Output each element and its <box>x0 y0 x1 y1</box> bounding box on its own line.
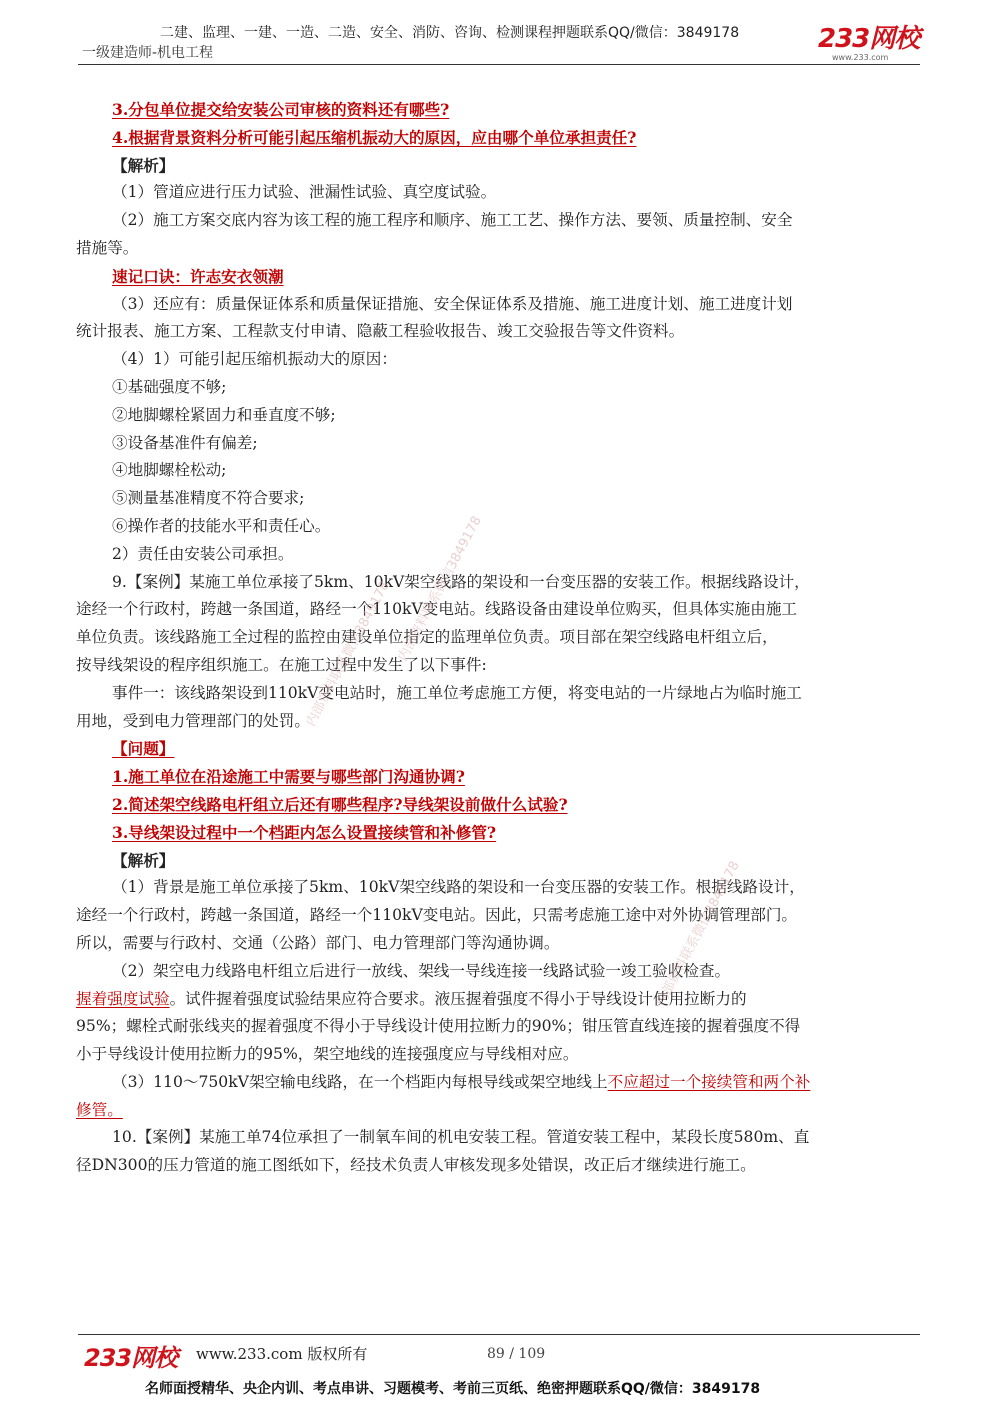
event-one: 事件一：该线路架设到110kV变电站时，施工单位考虑施工方便，将变电站的一片绿地占为临时施工 <box>112 683 802 702</box>
paragraph-text: （3）110～750kV架空输电线路，在一个档距内每根导线或架空地线上 <box>112 1072 608 1091</box>
page-number: 89 / 109 <box>487 1346 546 1362</box>
paragraph-text: 。试件握着强度试验结果应符合要求。液压握着强度不得小于导线设计使用拉断力的 <box>169 989 747 1008</box>
paragraph: （2）施工方案交底内容为该工程的施工程序和顺序、施工工艺、操作方法、要领、质量控制、安全 <box>112 211 793 230</box>
list-item: ⑥操作者的技能水平和责任心。 <box>112 516 331 535</box>
header-divider <box>78 64 920 65</box>
list-item: ③设备基准件有偏差; <box>112 433 258 452</box>
paragraph: （1）管道应进行压力试验、泄漏性试验、真空度试验。 <box>112 183 497 202</box>
case-9-text: 单位负责。该线路施工全过程的监控由建设单位指定的监理单位负责。项目部在架空线路电杆组立后， <box>76 628 778 647</box>
paragraph: 途经一个行政村，跨越一条国道，路经一个110kV变电站。因此，只需考虑施工途中对外协调管理部门。 <box>76 906 798 925</box>
question-3: 3.导线架设过程中一个档距内怎么设置接续管和补修管? <box>112 822 497 842</box>
list-item: ⑤测量基准精度不符合要求; <box>112 489 305 508</box>
analysis-heading: 【解析】 <box>112 155 175 175</box>
paragraph: （3）还应有：质量保证体系和质量保证措施、安全保证体系及措施、施工进度计划、施工进度计划 <box>112 294 793 313</box>
brand-logo-url: www.233.com <box>832 53 889 62</box>
key-term-limit-cont: 修管。 <box>76 1100 123 1119</box>
paragraph <box>76 986 926 1014</box>
case-9-text: 途经一个行政村，跨越一条国道，路经一个110kV变电站。线路设备由建设单位购买，但具体实施由施工 <box>76 600 798 619</box>
footer-divider <box>78 1334 920 1335</box>
case-10-text: 10.【案例】某施工单74位承担了一制氧车间的机电安装工程。管道安装工程中，某段长度580m、直 <box>112 1128 810 1147</box>
paragraph: 2）责任由安装公司承担。 <box>112 544 294 563</box>
questions-heading: 【问题】 <box>112 739 175 759</box>
question-1: 1.施工单位在沿途施工中需要与哪些部门沟通协调? <box>112 767 465 787</box>
case-9-text: 按导线架设的程序组织施工。在施工过程中发生了以下事件: <box>76 655 487 674</box>
question-2: 2.简述架空线路电杆组立后还有哪些程序?导线架设前做什么试验? <box>112 794 568 814</box>
document-subject: 一级建造师-机电工程 <box>82 45 214 61</box>
footer-brand-logo: 233网校 <box>84 1344 178 1372</box>
key-term-limit: 不应超过一个接续管和两个补 <box>607 1072 811 1091</box>
question-3: 3.分包单位提交给安装公司审核的资料还有哪些? <box>112 100 450 119</box>
case-9-text: 9.【案例】某施工单位承接了5km、10kV架空线路的架设和一台变压器的安装工作。根据线路设计， <box>112 572 810 591</box>
paragraph: 95%；螺栓式耐张线夹的握着强度不得小于导线设计使用拉断力的90%；钳压管直线连接的握着强度不得 <box>76 1017 801 1036</box>
list-item: ④地脚螺栓松动; <box>112 461 227 480</box>
bottom-contact-banner: 名师面授精华、央企内训、考点串讲、习题模考、考前三页纸、绝密押题联系QQ/微信：3849178 <box>145 1381 761 1397</box>
watermark: 内部资料联系微信3849178 <box>653 858 743 1009</box>
event-one: 用地，受到电力管理部门的处罚。 <box>76 711 310 730</box>
paragraph: （4）1）可能引起压缩机振动大的原因： <box>112 350 397 369</box>
paragraph: 措施等。 <box>76 238 139 257</box>
mnemonic: 速记口诀：许志安衣领潮 <box>112 266 284 286</box>
paragraph <box>76 1069 926 1097</box>
paragraph: （1）背景是施工单位承接了5km、10kV架空线路的架设和一台变压器的安装工作。根据线路设计， <box>112 878 805 897</box>
paragraph: 所以，需要与行政村、交通（公路）部门、电力管理部门等沟通协调。 <box>76 933 560 952</box>
brand-logo: 233网校 <box>818 24 920 54</box>
footer-copyright: www.233.com 版权所有 <box>196 1345 368 1363</box>
question-4: 4.根据背景资料分析可能引起压缩机振动大的原因，应由哪个单位承担责任? <box>112 127 637 147</box>
watermark: 内部资料联系微信3849178 <box>303 578 393 729</box>
page-body <box>76 96 926 1180</box>
paragraph: 小于导线设计使用拉断力的95%，架空地线的连接强度应与导线相对应。 <box>76 1045 579 1064</box>
paragraph: 统计报表、施工方案、工程款支付申请、隐蔽工程验收报告、竣工交验报告等文件资料。 <box>76 322 685 341</box>
case-10-text: 径DN300的压力管道的施工图纸如下，经技术负责人审核发现多处错误，改正后才继续进行施工。 <box>76 1156 756 1175</box>
top-contact-banner: 二建、监理、一建、一造、二造、安全、消防、咨询、检测课程押题联系QQ/微信：3849178 <box>160 25 740 41</box>
key-term-grip-test: 握着强度试验 <box>76 989 170 1008</box>
list-item: ①基础强度不够; <box>112 377 227 396</box>
list-item: ②地脚螺栓紧固力和垂直度不够; <box>112 405 336 424</box>
watermark: 内部资料联系微信3849178 <box>395 513 485 664</box>
analysis-heading: 【解析】 <box>112 850 175 870</box>
paragraph: （2）架空电力线路电杆组立后进行一放线、架线一导线连接一线路试验一竣工验收检查。 <box>112 961 731 980</box>
